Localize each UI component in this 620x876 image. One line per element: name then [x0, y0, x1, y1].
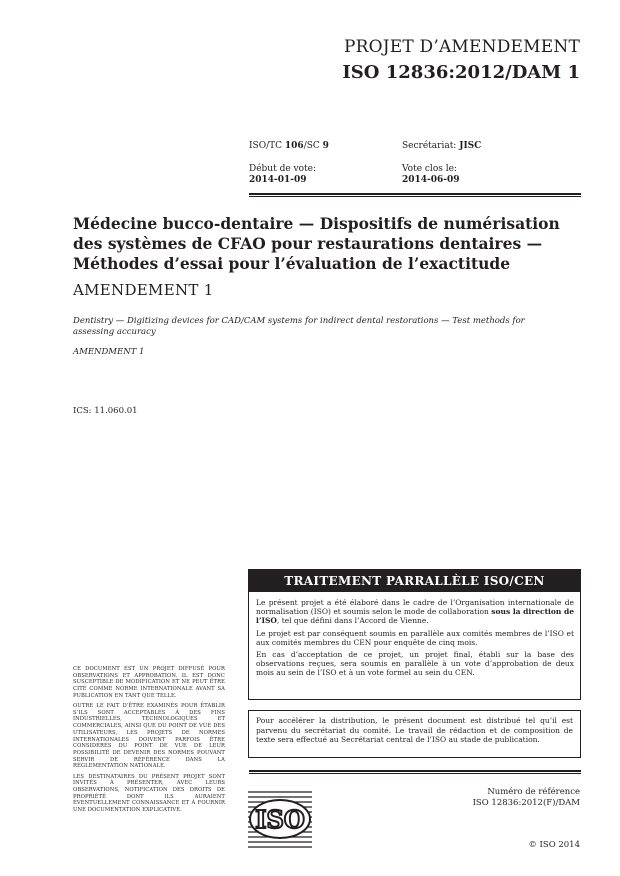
committee-reference: ISO/TC 106/SC 9: [249, 141, 329, 151]
parallel-processing-heading: TRAITEMENT PARRALLÈLE ISO/CEN: [249, 570, 580, 592]
distribution-note-box: Pour accélérer la distribution, le présent document est distribué tel qu’il est parvenu du secrétariat du comité. Le travail de rédaction et de composition de texte sera effectué au Secrétariat central de l’ISO au stade de publication.: [248, 710, 581, 758]
amendment-french: AMENDEMENT 1: [73, 281, 214, 299]
vote-start-value: 2014-01-09: [249, 175, 307, 185]
document-status: PROJET D’AMENDEMENT: [343, 37, 580, 57]
title-french: Médecine bucco-dentaire — Dispositifs de numérisation des systèmes de CFAO pour restaurations dentaires — Méthodes d’essai pour l’évaluation de l’exactitude: [73, 214, 560, 273]
parallel-paragraph-2: Le projet est par conséquent soumis en parallèle aux comités membres de l’ISO et aux comités membres du CEN pour enquête de cinq mois.: [256, 628, 574, 647]
amendment-english: AMENDMENT 1: [73, 347, 145, 357]
ics-code: ICS: 11.060.01: [73, 406, 138, 416]
document-number: ISO 12836:2012/DAM 1: [342, 62, 580, 83]
disclaimer-paragraph-3: LES DESTINATAIRES DU PRÉSENT PROJET SONT INVITÉS À PRÉSENTER, AVEC LEURS OBSERVATIONS, NOTIFICATION DES DROITS DE PROPRIÉTÉ DONT ILS AURAIENT ÉVENTUELLEMENT CONNAISSANCE ET À FOURNIR UNE DOCUMENTATION EXPLICATIVE.: [73, 773, 225, 814]
vote-end-value: 2014-06-09: [402, 175, 460, 185]
vote-end: [402, 164, 460, 186]
vote-start-label: Début de vote:: [249, 164, 317, 174]
reference-number-value: ISO 12836:2012(F)/DAM: [472, 798, 580, 808]
parallel-paragraph-3: En cas d’acceptation de ce projet, un projet final, établi sur la base des observations reçues, sera soumis en parallèle à un vote d’approbation de deux mois au sein de l’ISO et à un vote formel au sein du CEN.: [256, 650, 574, 678]
secretariat: Secrétariat: JISC: [402, 141, 482, 151]
iso-logo-icon: [248, 788, 312, 850]
parallel-processing-box: [248, 569, 581, 700]
footer-rule: [249, 770, 581, 774]
vote-start: [249, 164, 316, 186]
header-rule: [249, 193, 581, 197]
disclaimer-paragraph-1: CE DOCUMENT EST UN PROJET DIFFUSÉ POUR OBSERVATIONS ET APPROBATION. IL EST DONC SUSCEPTIBLE DE MODIFICATION ET NE PEUT ÊTRE CITÉ COMME NORME INTERNATIONALE AVANT SA PUBLICATION EN TANT QUE TELLE.: [73, 666, 225, 699]
title-english: Dentistry — Digitizing devices for CAD/CAM systems for indirect dental restorations — Test methods for assessing accuracy: [73, 316, 525, 337]
copyright: © ISO 2014: [528, 840, 580, 850]
draft-disclaimer: [73, 666, 225, 817]
iso-logo-text: ISO: [255, 805, 305, 834]
disclaimer-paragraph-2: OUTRE LE FAIT D’ÊTRE EXAMINÉS POUR ÉTABLIR S’ILS SONT ACCEPTABLES À DES FINS INDUSTRIELLES, TECHNOLOGIQUES ET COMMERCIALES, AINSI QUE DU POINT DE VUE DES UTILISATEURS, LES PROJETS DE NORMES INTERNATIONALES DOIVENT PARFOIS ÊTRE CONSIDÉRÉS DU POINT DE VUE DE LEUR POSSIBILITÉ DE DEVENIR DES NORMES POUVANT SERVIR DE RÉFÉRENCE DANS LA RÉGLEMENTATION NATIONALE.: [73, 703, 225, 770]
reference-number-label: Numéro de référence: [487, 787, 580, 797]
vote-end-label: Vote clos le:: [402, 164, 457, 174]
parallel-paragraph-1: Le présent projet a été élaboré dans le cadre de l’Organisation internationale de normalisation (ISO) et soumis selon le mode de collaboration sous la direction de l’ISO, tel que défini dans l’Accord de Vienne.: [256, 598, 574, 626]
